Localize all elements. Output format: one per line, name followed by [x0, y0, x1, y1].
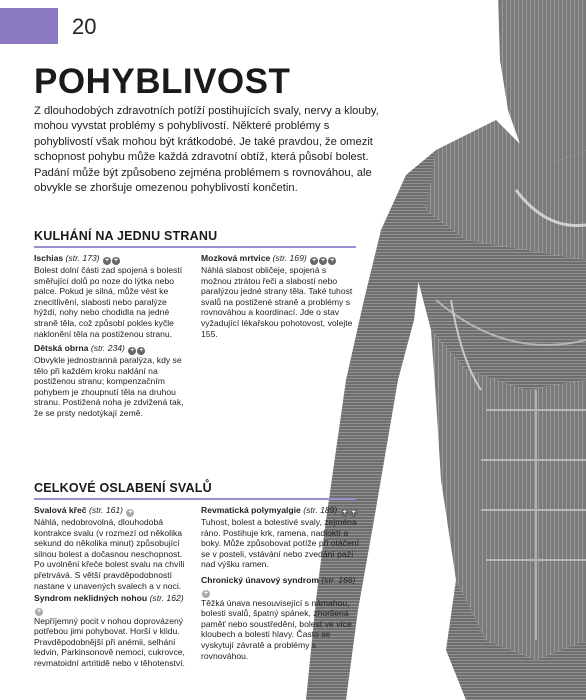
entry-description: Náhlá slabost obličeje, spojená s možnou ztrátou řeči a slabostí nebo paralýzou jedné strany těla. Také tuhost svalů na postižené straně a problémy s rovnováhou a koordinací. Jde o stav vyžadující lékařskou pohotovost, volejte 155.: [201, 265, 353, 339]
section-rule: [34, 246, 356, 248]
severity-plus-icon: +: [351, 509, 356, 516]
entry-page-ref: (str. 169): [272, 253, 307, 263]
entry-page-ref: (str. 161): [88, 505, 124, 515]
entry-restless-legs: [34, 593, 192, 669]
entry-page-ref: (str. 234): [90, 343, 125, 353]
entry-name: Dětská obrna: [34, 343, 89, 353]
entry-description: Bolest dolní části zad spojená s bolestí směřující dolů po noze do lýtka nebo palce. Pokud je silná, může vést ke znecitlivění, slabosti nebo paralýze hýždí, nohy nebo chodidla na jedné straně těla, což způsobí pokles kyčle naklonění těla na postiženou stranu.: [34, 265, 183, 339]
entry-name: Syndrom neklidných nohou: [34, 593, 148, 603]
entry-description: Těžká únava nesouvisející s námahou, bolesti svalů, špatný spánek, zhoršená paměť nebo soustředění, bolest ve více kloubech a bolesti hlavy. Často se vyskytují závratě a problémy s rovnováhou.: [201, 597, 352, 661]
severity-plus-icon: +: [113, 257, 119, 264]
severity-plus-icon: +: [321, 257, 326, 264]
entry-chronic-fatigue: [201, 575, 359, 661]
entry-ischias: [34, 253, 192, 339]
severity-plus-icon: +: [130, 347, 135, 354]
entry-page-ref: (str. 189): [303, 505, 338, 515]
severity-plus-icon: +: [139, 347, 144, 354]
entry-description: Nepříjemný pocit v nohou doprovázený potřebou jimi pohybovat. Horší v klidu. Pravděpodobnější při anémii, selhání ledvin, Parkinsonově nemoci, cukrovce, revmatoidní artritidě nebo v těhotenství.: [34, 615, 185, 668]
severity-plus-icon: +: [342, 509, 347, 516]
entry-page-ref: (str. 166): [321, 575, 356, 585]
entry-description: Tuhost, bolest a bolestivé svaly, zejména ráno. Postihuje krk, ramena, nadloktí a boky. Může způsobovat potíže při otáčení se v posteli, vstávání nebo zvedání paží nad výšku ramen.: [201, 517, 359, 570]
entry-page-ref: (str. 173): [65, 253, 100, 263]
intro-paragraph: Z dlouhodobých zdravotních potíží postihujících svaly, nervy a klouby, mohou vyvstat problémy s pohyblivostí. Některé problémy s pohyblivostí však mohou být krátkodobé. Je také pravdou, že omezit schopnost pohybu může každá zdravotní obtíž, která působí bolest. Padání může být způsobeno zejména problémem s rovnováhou, ale obvykle se zhoršuje omezenou pohyblivostí končetin.: [34, 105, 379, 195]
entry-name: Revmatická polymyalgie: [201, 505, 301, 515]
page-number: 20: [72, 14, 97, 39]
entry-polymyalgia: [201, 505, 359, 570]
severity-plus-icon: +: [104, 257, 110, 264]
entry-name: Ischias: [34, 253, 64, 263]
severity-plus-icon: +: [36, 607, 42, 615]
section-rule: [34, 498, 356, 500]
severity-plus-icon: +: [128, 509, 133, 516]
severity-plus-icon: +: [203, 589, 209, 597]
entry-name: Svalová křeč: [34, 505, 87, 515]
entry-name: Mozková mrtvice: [201, 253, 271, 263]
entry-name: Chronický únavový syndrom: [201, 575, 319, 585]
page-number-tab: [0, 8, 58, 44]
entry-stroke: [201, 253, 359, 339]
section-heading-weakness: CELKOVÉ OSLABENÍ SVALŮ: [34, 481, 212, 495]
entry-description: Náhlá, nedobrovolná, dlouhodobá kontrakce svalu (v rozmezí od několika sekund do několika minut) způsobující silnou bolest a dočasnou neschopnost. Po uvolnění křeče bolest svalu na chvíli přetrvává. S větší pravděpodobností nastane v unavených svalech a v noci.: [34, 517, 185, 591]
entry-polio: [34, 343, 192, 419]
entry-page-ref: (str. 162): [149, 593, 184, 603]
section-heading-limping: KULHÁNÍ NA JEDNU STRANU: [34, 229, 218, 243]
page-title: POHYBLIVOST: [34, 62, 291, 101]
entry-description: Obvykle jednostranná paralýza, kdy se tělo při každém kroku naklání na postiženou stranu; kompenzačním pohybem je zhoupnutí těla na druhou stranu. Postižená noha je zdvižená tak, že se prsty nedotýkají země.: [34, 355, 184, 418]
severity-plus-icon: +: [330, 257, 335, 264]
severity-plus-icon: +: [312, 257, 317, 264]
entry-muscle-cramp: [34, 505, 192, 591]
